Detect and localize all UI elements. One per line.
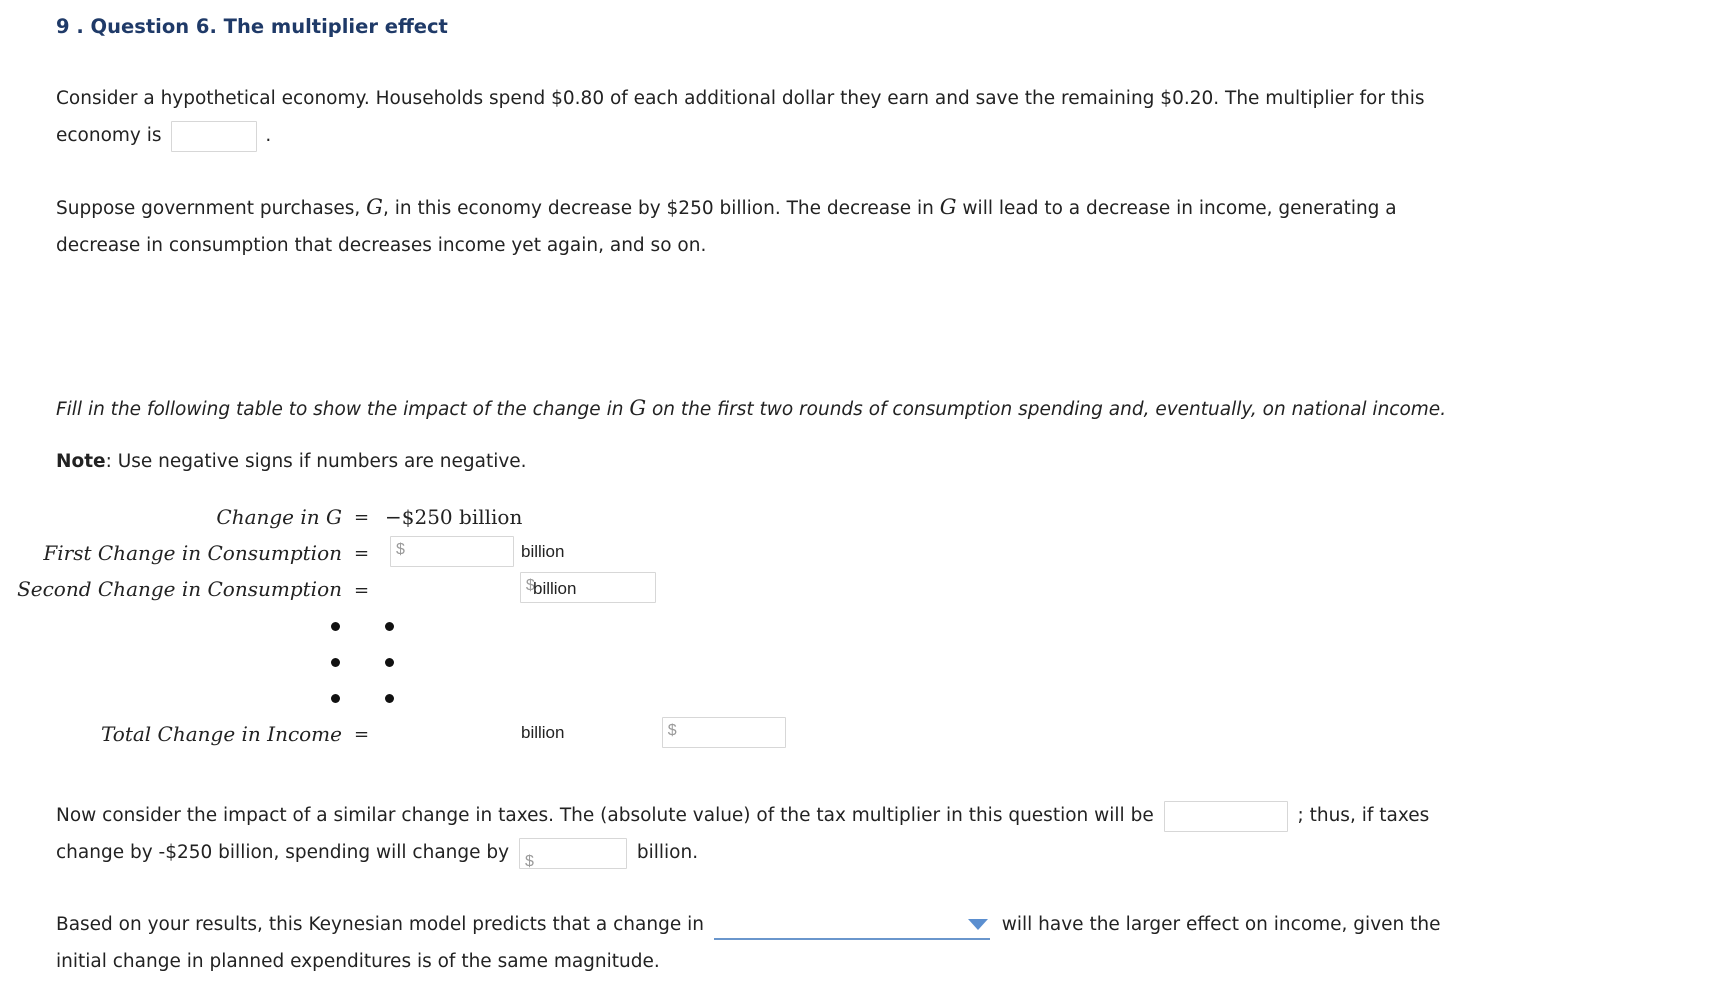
tax-text-2: ; thus, if taxes <box>1297 805 1430 826</box>
tax-text-3: change by -$250 billion, spending will change by <box>56 842 510 863</box>
paragraph-government-purchases <box>56 189 1397 264</box>
ellipsis-dot <box>331 658 340 667</box>
paragraph-conclusion <box>56 906 1441 980</box>
instruction-text-2: on the first two rounds of consumption spending and, eventually, on national income. <box>646 399 1447 420</box>
total-change-income-input[interactable] <box>662 717 786 748</box>
conclusion-text-2: will have the larger effect on income, given the <box>1001 914 1441 935</box>
economy-is-label: economy is <box>56 125 162 146</box>
equals-sign: = <box>354 507 370 528</box>
paragraph-tax-line1 <box>56 797 1429 834</box>
g-symbol: G <box>366 195 383 219</box>
paragraph-gp-line2: decrease in consumption that decreases income yet again, and so on. <box>56 235 707 256</box>
paragraph-gp-line1 <box>56 189 1397 227</box>
paragraph-tax-multiplier <box>56 797 1429 871</box>
equals-sign: = <box>354 724 370 745</box>
paragraph-conclusion-line2: initial change in planned expenditures is of the same magnitude. <box>56 951 660 972</box>
instruction-text-1: Fill in the following table to show the impact of the change in <box>56 399 630 420</box>
paragraph-mpc-line1: Consider a hypothetical economy. Households spend $0.80 of each additional dollar they earn and save the remaining $0.20. The multiplier for this <box>56 88 1425 109</box>
gp-text-3: will lead to a decrease in income, generating a <box>956 198 1397 219</box>
gp-text-2: , in this economy decrease by $250 billion. The decrease in <box>382 198 940 219</box>
note <box>56 451 527 472</box>
dollar-prefix: $ <box>667 722 677 739</box>
billion-period-text: billion. <box>636 842 699 863</box>
gp-text-1: Suppose government purchases, <box>56 198 367 219</box>
table-instruction <box>56 396 1446 420</box>
second-change-consumption-label: Second Change in Consumption <box>17 577 342 601</box>
g-symbol: G <box>939 195 957 219</box>
tax-text-1: Now consider the impact of a similar change in taxes. The (absolute value) of the tax multiplier in this question will be <box>56 805 1154 826</box>
g-symbol: G <box>629 396 647 420</box>
billion-unit: billion <box>521 542 565 561</box>
equals-sign: = <box>354 543 370 564</box>
conclusion-text-1: Based on your results, this Keynesian model predicts that a change in <box>56 914 704 935</box>
billion-unit: billion <box>533 579 577 598</box>
change-in-g-value: −$250 billion <box>385 505 523 529</box>
note-label: Note <box>56 451 106 472</box>
paragraph-mpc <box>56 80 1425 154</box>
total-change-income-label: Total Change in Income <box>101 722 342 746</box>
period-text: . <box>265 125 272 146</box>
change-type-dropdown[interactable] <box>714 910 990 940</box>
dollar-prefix: $ <box>525 577 535 594</box>
ellipsis-dot <box>385 622 394 631</box>
paragraph-mpc-line2 <box>56 117 1425 154</box>
dollar-prefix: $ <box>396 541 405 558</box>
paragraph-conclusion-line1 <box>56 906 1441 943</box>
paragraph-tax-line2 <box>56 834 1429 871</box>
note-text: : Use negative signs if numbers are negative. <box>105 451 527 472</box>
billion-unit: billion <box>521 723 565 742</box>
dollar-prefix: $ <box>524 852 534 870</box>
change-in-g-label: Change in G <box>216 505 342 529</box>
first-change-consumption-input[interactable] <box>390 536 514 567</box>
spending-change-input[interactable] <box>519 838 627 869</box>
ellipsis-dot <box>385 658 394 667</box>
chevron-down-icon <box>968 919 988 930</box>
equals-sign: = <box>354 580 370 601</box>
ellipsis-dot <box>331 622 340 631</box>
ellipsis-dot <box>331 694 340 703</box>
question-title: 9 . Question 6. The multiplier effect <box>56 15 448 38</box>
ellipsis-dot <box>385 694 394 703</box>
tax-multiplier-input[interactable] <box>1164 801 1288 832</box>
multiplier-input[interactable] <box>171 121 257 152</box>
first-change-consumption-label: First Change in Consumption <box>43 541 342 565</box>
